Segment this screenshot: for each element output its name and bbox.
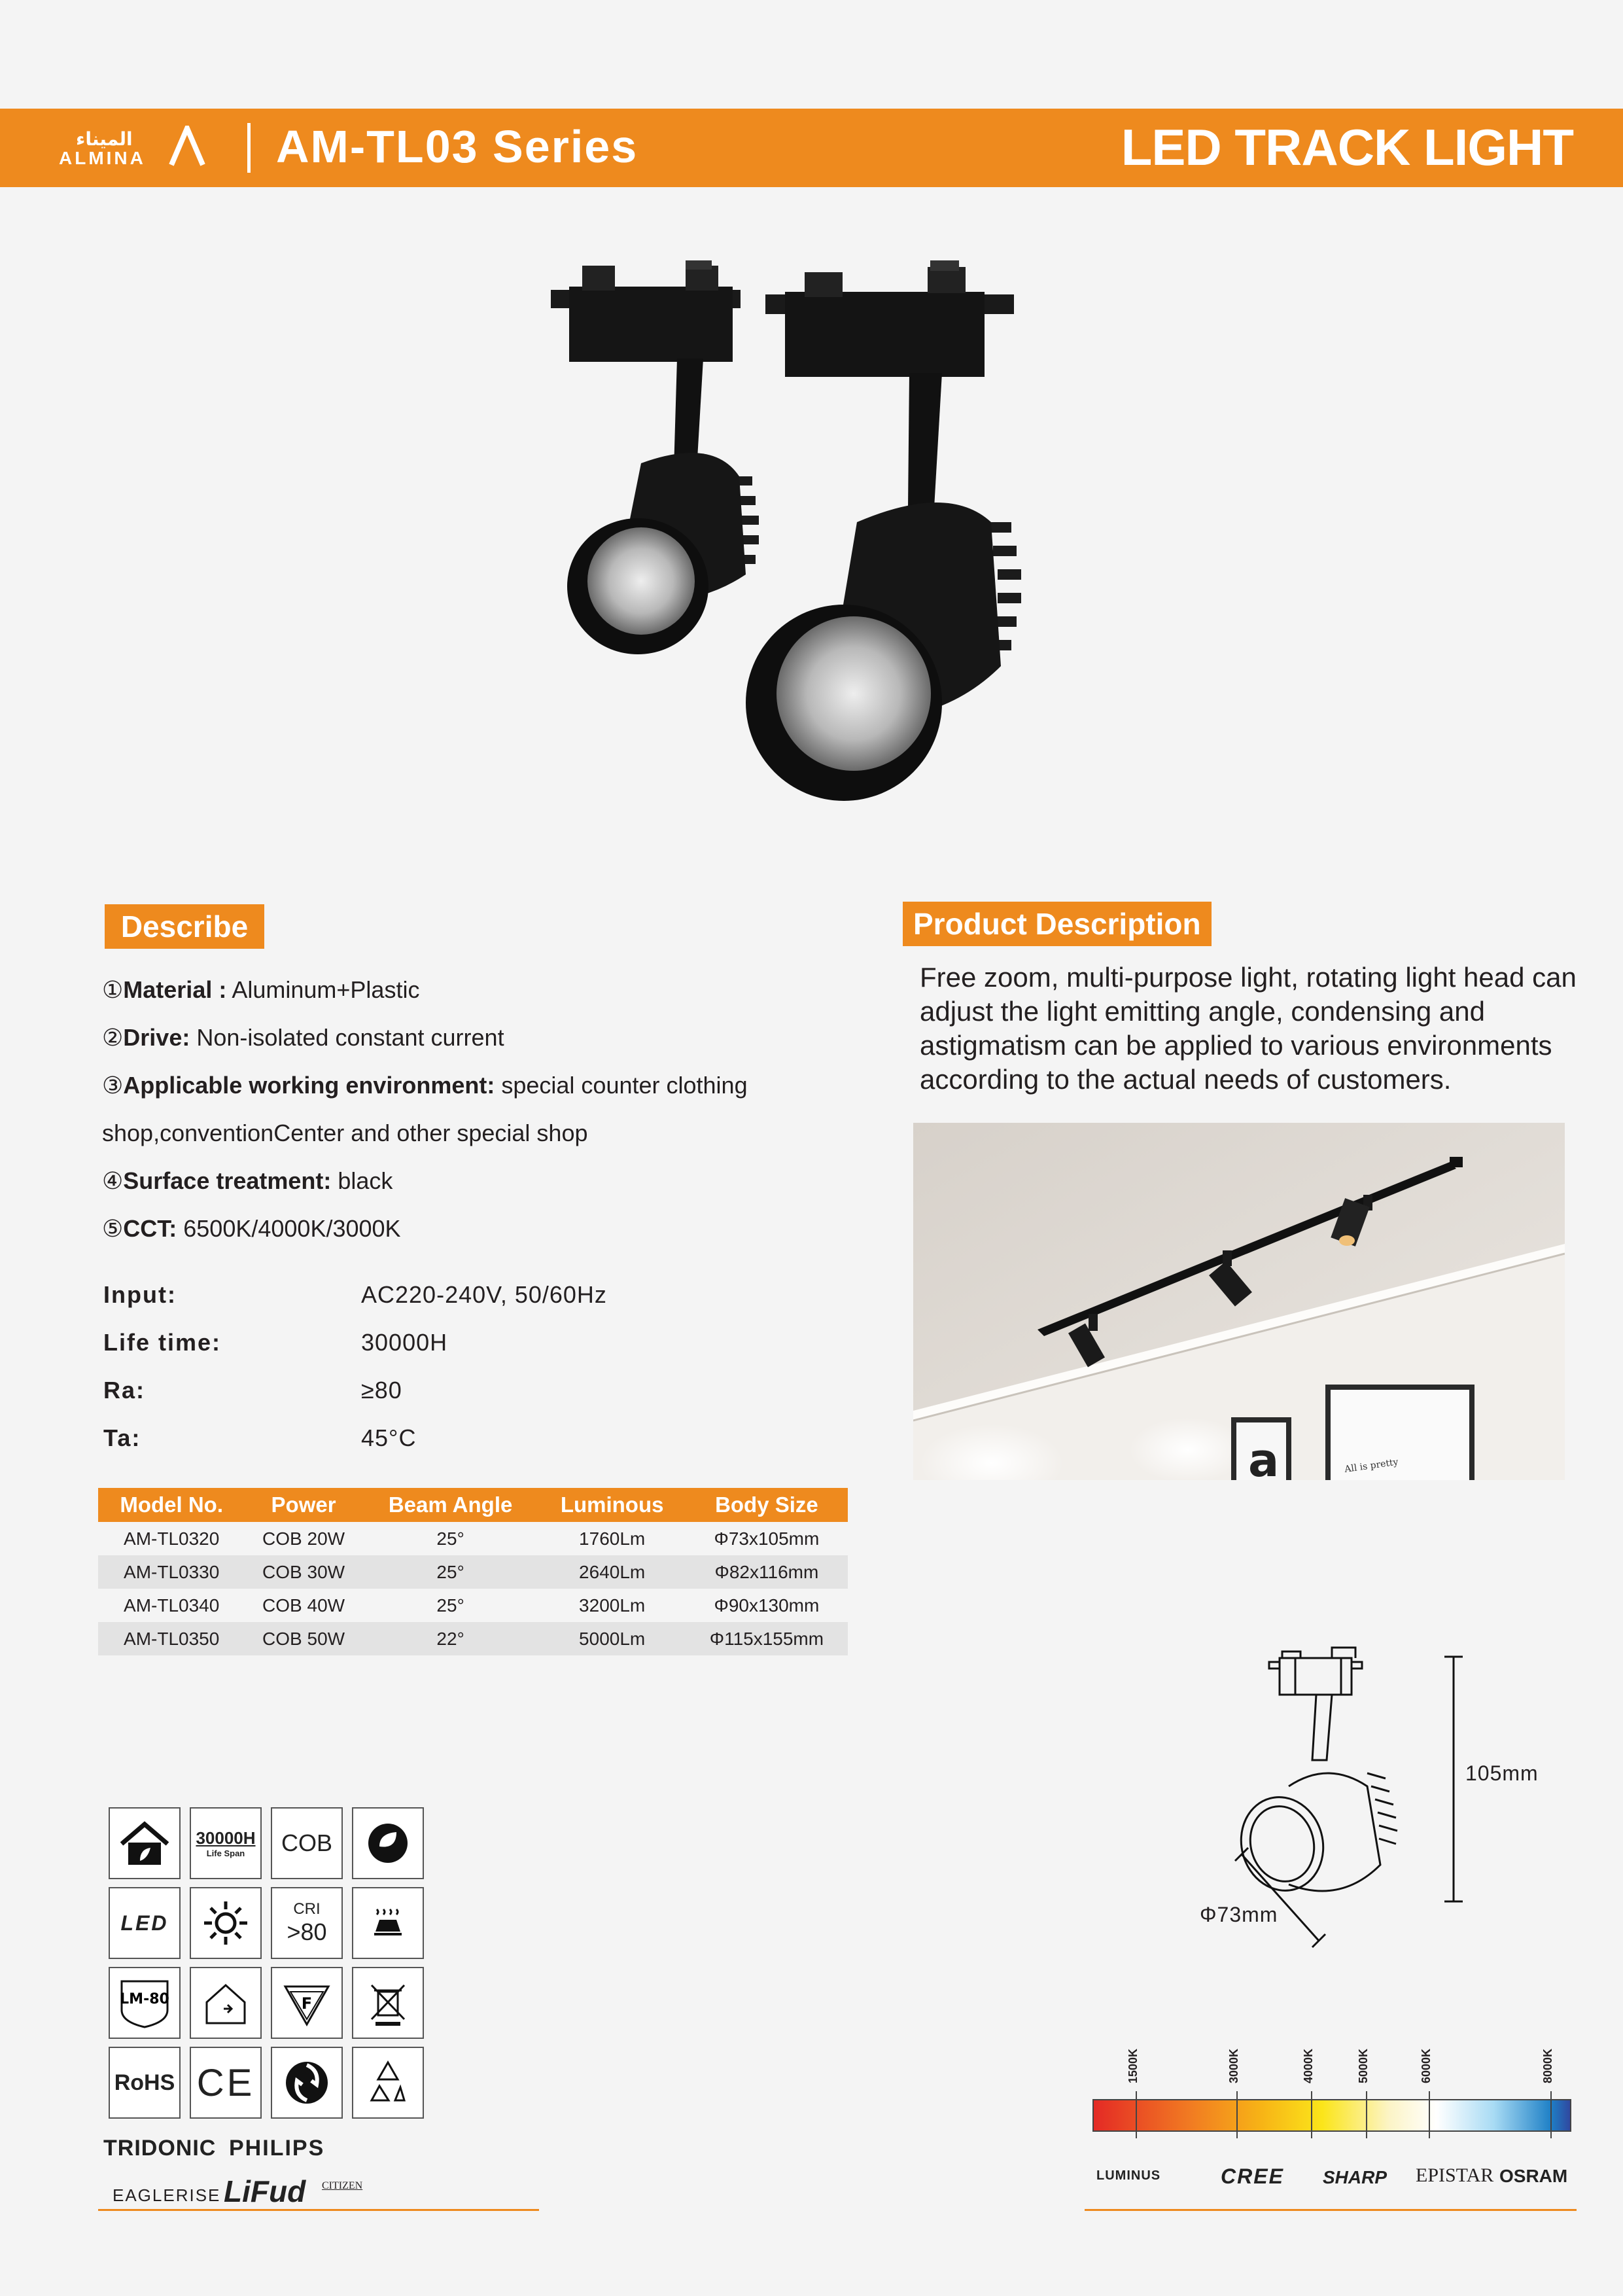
cct-tick <box>1366 2091 1367 2138</box>
table-cell: Φ90x130mm <box>714 1595 820 1616</box>
epistar-logo: EPISTAR <box>1416 2164 1494 2186</box>
table-cell: 5000Lm <box>538 1622 685 1655</box>
product-type-title: LED TRACK LIGHT <box>1121 118 1573 176</box>
almina-logo-icon <box>169 126 205 166</box>
brand-arabic: الميناء <box>76 129 133 149</box>
lifud-logo: LiFud <box>224 2174 306 2208</box>
col-power: Power <box>245 1488 362 1522</box>
col-luminous: Luminous <box>538 1488 685 1522</box>
table-cell: COB 20W <box>262 1528 345 1549</box>
table-cell: 22° <box>362 1622 539 1655</box>
col-beam-angle: Beam Angle <box>362 1488 539 1522</box>
table-cell: AM-TL0330 <box>98 1555 245 1589</box>
cri-value: >80 <box>287 1918 327 1945</box>
table-cell: Φ115x155mm <box>686 1622 848 1655</box>
lm80-text: LM-80 <box>120 1991 169 2007</box>
table-cell: AM-TL0340 <box>124 1595 220 1616</box>
ce-text: CE <box>196 2061 255 2104</box>
eaglerise-logo: EAGLERISE <box>113 2185 221 2205</box>
cct-tick <box>1136 2091 1137 2138</box>
brand-latin: ALMINA <box>59 148 146 168</box>
ce-icon <box>190 2047 262 2119</box>
table-row <box>98 1555 848 1589</box>
indoor-house-icon <box>190 1967 262 2039</box>
spec-ta-value: 45°C <box>361 1424 417 1451</box>
frame-letter: a <box>1248 1434 1280 1480</box>
feature-surface: ④Surface treatment: black <box>102 1167 393 1194</box>
table-cell: COB 30W <box>245 1555 362 1589</box>
lifespan-label: Life Span <box>206 1848 245 1858</box>
feature-cct: ⑤CCT: 6500K/4000K/3000K <box>102 1215 401 1242</box>
cct-tick <box>1550 2091 1552 2138</box>
cree-logo: CREE <box>1221 2164 1284 2188</box>
table-cell: COB 40W <box>262 1595 345 1616</box>
table-cell: 25° <box>362 1555 539 1589</box>
cct-label-8000k: 8000K <box>1541 2048 1554 2083</box>
table-cell: COB 50W <box>245 1622 362 1655</box>
lifespan-value: 30000H <box>196 1828 256 1848</box>
table-cell: 25° <box>436 1528 464 1549</box>
brightness-icon <box>190 1887 262 1959</box>
series-title: AM-TL03 Series <box>276 121 638 172</box>
cob-text: COB <box>281 1829 332 1856</box>
cct-label-3000k: 3000K <box>1227 2048 1240 2083</box>
cct-tick <box>1429 2091 1430 2138</box>
col-model: Model No. <box>98 1488 245 1522</box>
cct-label-6000k: 6000K <box>1420 2048 1433 2083</box>
rohs-text: RoHS <box>114 2070 175 2095</box>
dimension-height: 105mm <box>1465 1761 1539 1785</box>
feature-environment-cont: shop,conventionCenter and other special shop <box>102 1120 588 1146</box>
rohs-icon <box>109 2047 181 2119</box>
poster-text: All is pretty <box>1344 1457 1399 1475</box>
model-spec-table <box>98 1488 848 1655</box>
led-text: LED <box>120 1911 169 1935</box>
table-cell: Φ73x105mm <box>714 1528 820 1549</box>
spec-life-value: 30000H <box>361 1329 448 1356</box>
col-body-size: Body Size <box>686 1488 848 1522</box>
table-row <box>98 1622 848 1655</box>
spec-input-value: AC220-240V, 50/60Hz <box>361 1281 607 1308</box>
feature-drive: ②Drive: Non-isolated constant current <box>102 1024 504 1051</box>
lm80-icon <box>109 1967 181 2039</box>
cct-label-1500k: 1500K <box>1126 2048 1140 2083</box>
citizen-logo: CITIZEN <box>322 2180 363 2191</box>
table-row <box>98 1589 848 1622</box>
dimension-diameter: Φ73mm <box>1200 1903 1278 1926</box>
table-header-row <box>98 1488 848 1522</box>
table-cell: 1760Lm <box>579 1528 646 1549</box>
cri-label: CRI <box>293 1900 321 1918</box>
recycle-icon <box>352 2047 424 2119</box>
tridonic-logo: TRIDONIC <box>103 2136 217 2161</box>
spec-ta-key: Ta: <box>103 1424 141 1451</box>
eco-plug-icon <box>352 1807 424 1879</box>
describe-label: Describe <box>105 904 264 949</box>
weee-bin-icon <box>352 1967 424 2039</box>
luminus-logo: LUMINUS <box>1096 2168 1161 2183</box>
table-cell: Φ82x116mm <box>686 1555 848 1589</box>
cct-tick <box>1236 2091 1238 2138</box>
table-cell: 3200Lm <box>579 1595 646 1616</box>
f-mark-text: F <box>301 1994 313 2013</box>
header-divider <box>247 123 251 173</box>
footer-rule-left <box>98 2209 539 2211</box>
product-description-text: Free zoom, multi-purpose light, rotating light head can adjust the light emitting angle, condensing and astigmatism can be applied to various environments according to the actual needs of customers. <box>920 962 1577 1095</box>
table-cell: 25° <box>436 1595 464 1616</box>
heat-dissipation-icon <box>352 1887 424 1959</box>
track-light-product-image <box>517 260 1092 836</box>
feature-environment: ③Applicable working environment: special counter clothing <box>102 1072 748 1099</box>
cct-label-4000k: 4000K <box>1302 2048 1315 2083</box>
table-row <box>98 1522 848 1555</box>
philips-logo: PHILIPS <box>229 2136 325 2161</box>
table-cell: AM-TL0320 <box>124 1528 220 1549</box>
cct-color-bar <box>1092 2099 1571 2132</box>
cri-icon <box>271 1887 343 1959</box>
f-mark-icon <box>271 1967 343 2039</box>
footer-rule-right <box>1085 2209 1577 2211</box>
indoor-use-icon <box>109 1807 181 1879</box>
sharp-logo: SHARP <box>1323 2167 1387 2187</box>
spec-life-key: Life time: <box>103 1329 222 1356</box>
table-cell: AM-TL0350 <box>98 1622 245 1655</box>
lifespan-icon <box>190 1807 262 1879</box>
cct-tick <box>1311 2091 1312 2138</box>
led-icon <box>109 1887 181 1959</box>
spec-ra-value: ≥80 <box>361 1377 402 1404</box>
product-description-label: Product Description <box>903 902 1212 946</box>
table-cell: 2640Lm <box>538 1555 685 1589</box>
installation-photo <box>913 1123 1565 1480</box>
cob-icon <box>271 1807 343 1879</box>
osram-logo: OSRAM <box>1499 2166 1568 2186</box>
spec-ra-key: Ra: <box>103 1377 146 1404</box>
spec-input-key: Input: <box>103 1281 177 1308</box>
green-dot-icon <box>271 2047 343 2119</box>
cct-label-5000k: 5000K <box>1357 2048 1370 2083</box>
feature-material: ①Material : Aluminum+Plastic <box>102 976 420 1003</box>
